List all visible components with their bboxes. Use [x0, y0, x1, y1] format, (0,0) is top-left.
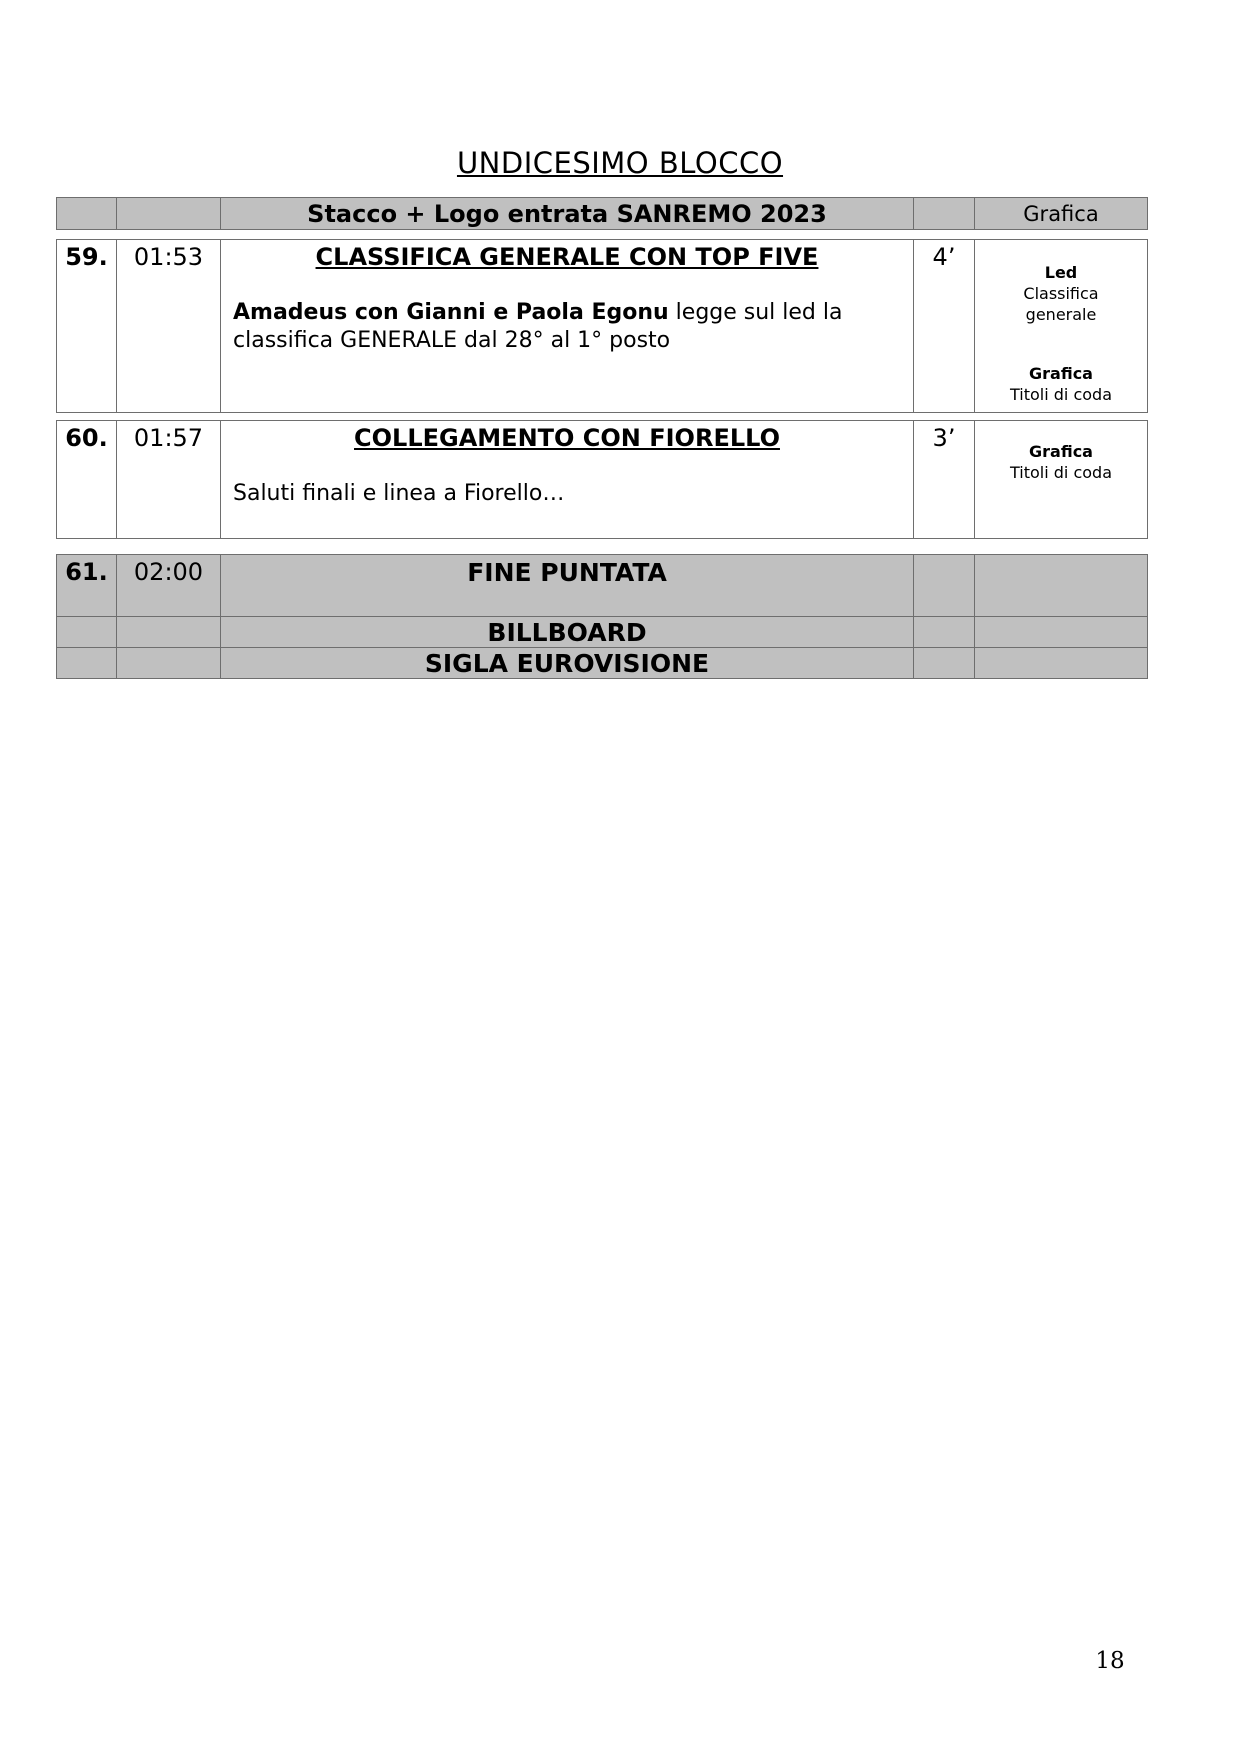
item-graphics	[975, 240, 1148, 413]
header-empty-cell	[117, 198, 221, 230]
item-title: CLASSIFICA GENERALE CON TOP FIVE	[315, 243, 819, 271]
item-number: 60.	[57, 421, 117, 539]
item-description: Saluti finali e linea a Fiorello…	[233, 481, 565, 506]
end-block-empty-cell	[57, 617, 117, 648]
header-empty-cell	[914, 198, 975, 230]
end-block-empty-cell	[975, 648, 1148, 679]
item-number: 59.	[57, 240, 117, 413]
item-title: COLLEGAMENTO CON FIORELLO	[354, 424, 780, 452]
item-description	[221, 299, 913, 355]
graphics-label: Grafica	[1029, 364, 1093, 383]
graphics-label: Led	[1044, 263, 1078, 282]
item-table-59	[56, 239, 1148, 413]
end-block-number: 61.	[57, 555, 117, 617]
end-block-empty-cell	[975, 555, 1148, 617]
header-graphics-label: Grafica	[975, 198, 1148, 230]
header-title: Stacco + Logo entrata SANREMO 2023	[221, 198, 914, 230]
graphics-text: Titoli di coda	[1010, 385, 1112, 404]
header-empty-cell	[57, 198, 117, 230]
sigla-row: SIGLA EUROVISIONE	[221, 648, 914, 679]
item-graphics	[975, 421, 1148, 539]
end-block-table	[56, 554, 1148, 679]
item-table-60	[56, 420, 1148, 539]
graphics-label: Grafica	[1029, 442, 1093, 461]
item-duration: 4’	[914, 240, 975, 413]
billboard-row: BILLBOARD	[221, 617, 914, 648]
item-time: 01:53	[117, 240, 221, 413]
section-title: UNDICESIMO BLOCCO	[456, 146, 784, 180]
end-block-time: 02:00	[117, 555, 221, 617]
graphics-text: Titoli di coda	[1010, 463, 1112, 482]
end-block-empty-cell	[914, 555, 975, 617]
graphics-entry	[1016, 262, 1106, 325]
end-block-empty-cell	[914, 648, 975, 679]
item-content	[221, 421, 914, 539]
end-block-empty-cell	[914, 617, 975, 648]
graphics-entry	[975, 441, 1147, 483]
end-block-empty-cell	[975, 617, 1148, 648]
item-duration: 3’	[914, 421, 975, 539]
graphics-text: Classifica generale	[1023, 284, 1099, 324]
end-block-empty-cell	[57, 648, 117, 679]
end-block-empty-cell	[117, 617, 221, 648]
item-time: 01:57	[117, 421, 221, 539]
item-description-bold: Amadeus con Gianni e Paola Egonu	[233, 300, 669, 325]
item-description-rest: legge sul led la classifica GENERALE dal 28° al 1° posto	[233, 300, 843, 353]
end-block-empty-cell	[117, 648, 221, 679]
page-number: 18	[1095, 1648, 1125, 1674]
end-block-title: FINE PUNTATA	[221, 555, 914, 617]
header-table	[56, 197, 1148, 230]
graphics-entry	[975, 363, 1147, 405]
item-content	[221, 240, 914, 413]
